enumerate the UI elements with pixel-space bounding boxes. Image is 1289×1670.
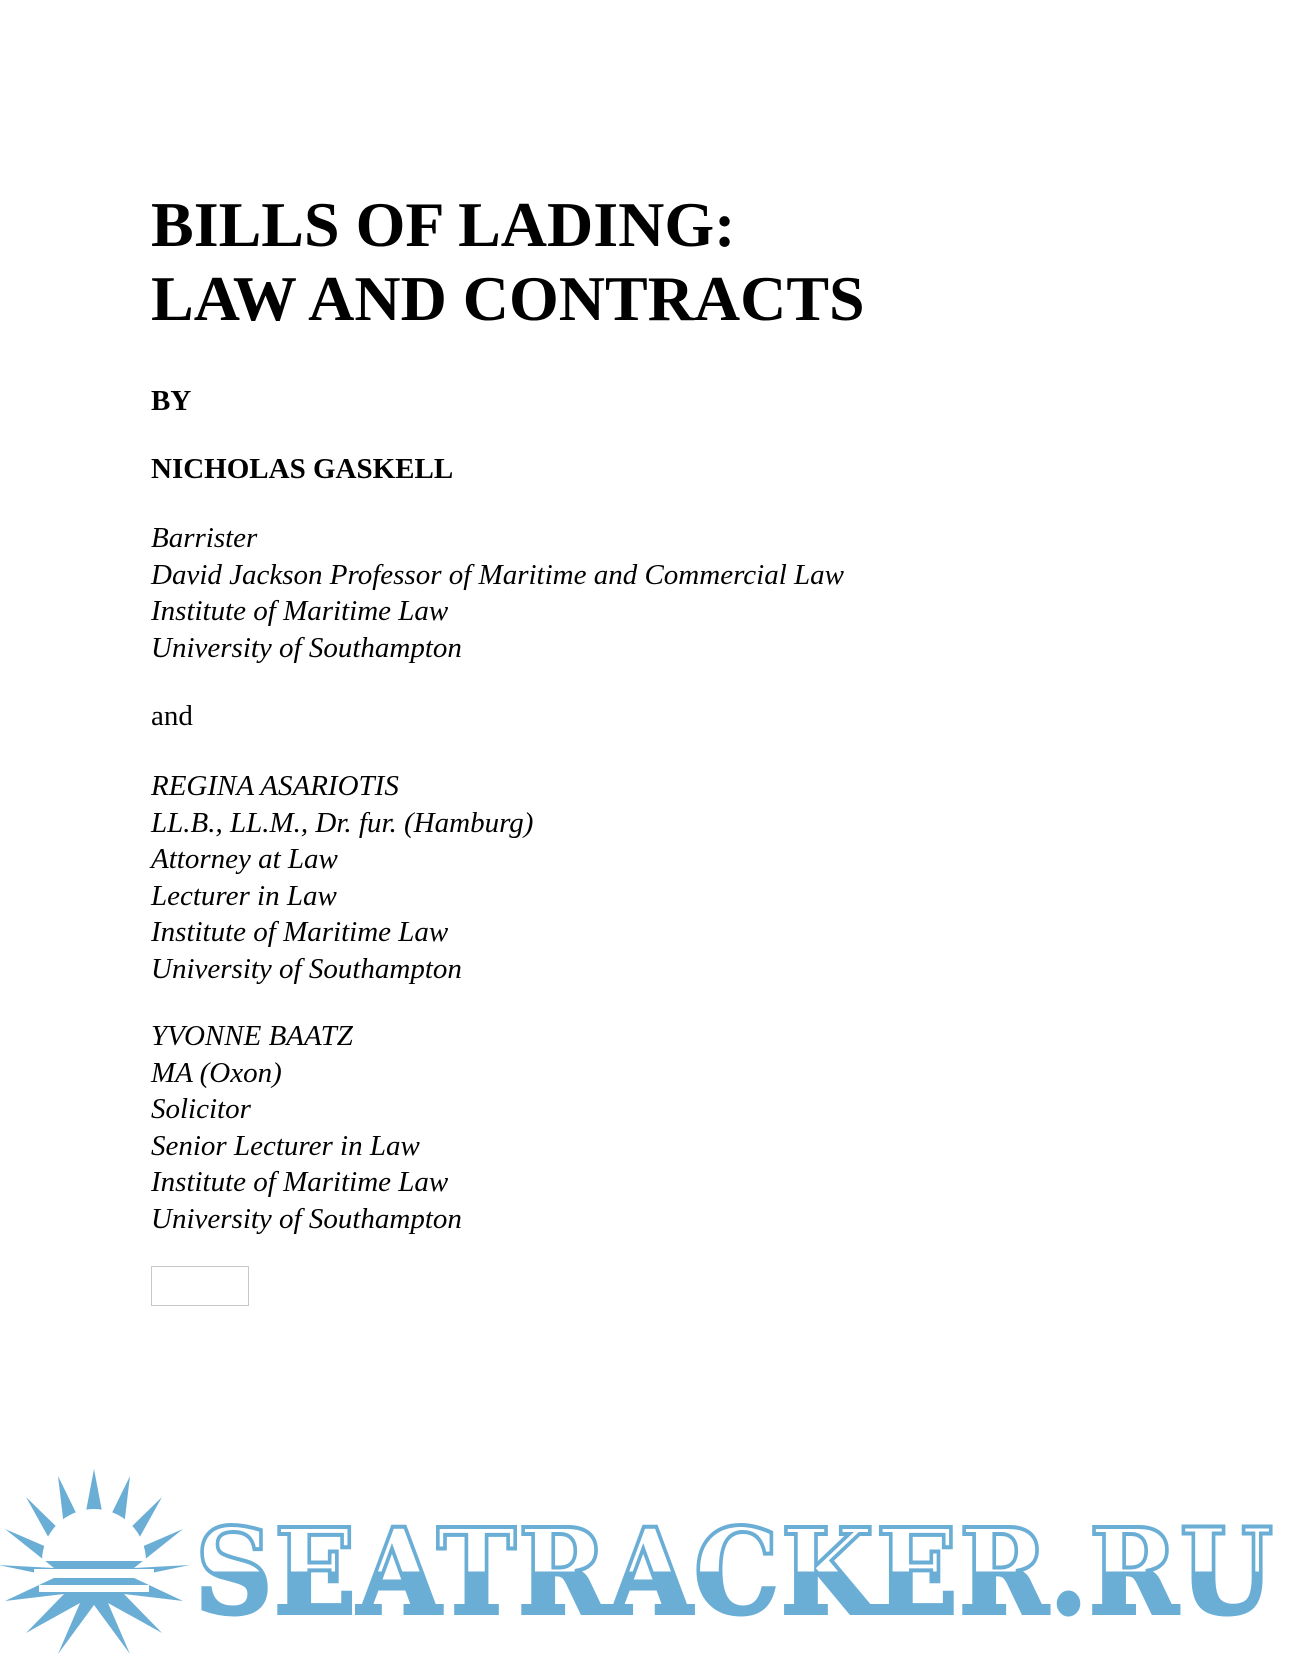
- credential-line: Attorney at Law: [151, 843, 338, 875]
- book-title: [151, 188, 865, 336]
- sun-icon: [0, 1469, 190, 1654]
- book-title-line-2: LAW AND CONTRACTS: [151, 263, 865, 334]
- credential-line: David Jackson Professor of Maritime and Commercial Law: [151, 558, 844, 591]
- credential-line: Lecturer in Law: [151, 879, 337, 912]
- book-title-line-1: BILLS OF LADING:: [151, 189, 736, 260]
- credential-line: Institute of Maritime Law: [151, 916, 449, 948]
- credential-line: University of Southampton: [151, 1202, 462, 1235]
- watermark-text: SEATRACKER.RU: [195, 1502, 1275, 1641]
- credential-line: Solicitor: [151, 1093, 251, 1125]
- by-label: BY: [151, 385, 192, 417]
- author-name-gaskell: NICHOLAS GASKELL: [151, 453, 454, 485]
- credential-line: MA (Oxon): [151, 1056, 282, 1089]
- credential-line: Barrister: [151, 522, 258, 554]
- author-credentials-gaskell: [151, 520, 844, 666]
- author-name-asariotis: REGINA ASARIOTIS: [151, 770, 399, 802]
- watermark: [0, 1465, 1289, 1665]
- credential-line: University of Southampton: [151, 952, 462, 985]
- author-block-baatz: [151, 1018, 462, 1237]
- credential-line: Institute of Maritime Law: [151, 1166, 449, 1198]
- and-conjunction: and: [151, 700, 193, 732]
- credential-line: Institute of Maritime Law: [151, 595, 449, 627]
- watermark-graphic: [0, 1465, 1289, 1665]
- empty-image-placeholder: [151, 1266, 249, 1306]
- credential-line: University of Southampton: [151, 631, 462, 664]
- credential-line: Senior Lecturer in Law: [151, 1129, 420, 1162]
- author-block-asariotis: [151, 768, 533, 987]
- author-name-baatz: YVONNE BAATZ: [151, 1020, 353, 1052]
- credential-line: LL.B., LL.M., Dr. fur. (Hamburg): [151, 806, 534, 839]
